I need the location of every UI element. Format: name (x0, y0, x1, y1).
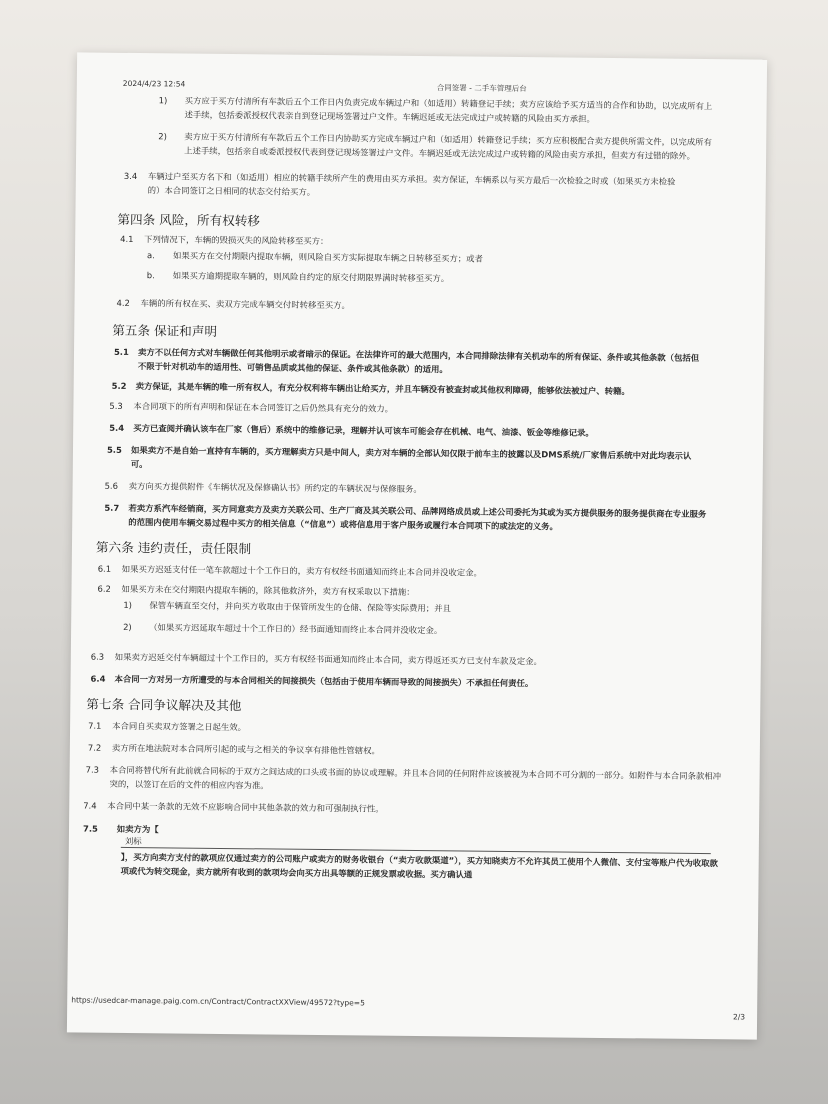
clause-text: 】，买方向卖方支付的款项应仅通过卖方的公司账户或卖方的财务收银台（“卖方收款渠道”），买方知晓卖方不允许其员工使用个人微信、支付宝等账户代为收取款项或代为转交现金，卖方就所有收到的款项均会向买方出具等额的正规发票或收据。买方确认通 (120, 851, 718, 880)
clause-text: 如果卖方迟延交付车辆超过十个工作日的，买方有权经书面通知而终止本合同，卖方得返还买方已支付车款及定金。 (114, 651, 542, 667)
clause-number: a. (146, 250, 155, 261)
clause-number: 5.4 (109, 422, 125, 433)
filled-name: 刘标 (124, 835, 142, 847)
clause-text: 如果买方逾期提取车辆的，则风险自约定的原交付期限界满时转移至买方。 (172, 270, 450, 284)
clause-number: 5.2 (111, 380, 127, 391)
clause-text: 车辆过户至买方名下和（如适用）相应的转籍手续所产生的费用由买方承担。卖方保证，车辆系以与买方最后一次检验之时或（如果买方未检验的）本合同签订之日相同的状态交付给买方。 (147, 171, 676, 197)
clause-number: 7.5 (82, 823, 98, 834)
print-header-title: 合同签署 - 二手车管理后台 (436, 83, 527, 94)
clause-text: 买方已查阅并确认该车在厂家（售后）系统中的维修记录，理解并认可该车可能会存在机械、电气、油漆、钣金等维修记录。 (133, 423, 594, 438)
print-footer-url: https://usedcar-manage.paig.com.cn/Contract/ContractXXView/49572?type=5 (71, 995, 365, 1008)
clause-text: 车辆的所有权在买、卖双方完成车辆交付时转移至买方。 (140, 298, 350, 311)
clause-text: 如果买方在交付期限内提取车辆，则风险自买方实际提取车辆之日转移至买方；或者 (172, 250, 483, 264)
clause-5-6 (105, 479, 705, 499)
clause-7-2 (88, 741, 718, 762)
clause-number: 1) (123, 599, 133, 611)
clause-text: 买方应于买方付清所有车款后五个工作日内负责完成车辆过户和（如适用）转籍登记手续；卖方应该给予买方适当的合作和协助，以完成所有上述手续，包括委派授权代表亲自到登记现场签署过户文件。车辆迟延或无法完成过户或转籍的风险由买方承担。 (184, 95, 713, 124)
clause-number: 4.1 (120, 233, 134, 245)
clause-7-3 (85, 763, 725, 798)
clause-text: 本合同将替代所有此前就合同标的于双方之间达成的口头或书面的协议或理解。并且本合同的任何附件应该被视为本合同不可分割的一部分。如附件与本合同条款相冲突的，以签订在后的文件的相应内容为准。 (109, 764, 722, 791)
clause-7-4 (83, 799, 723, 820)
clause-number: 6.3 (90, 651, 105, 662)
clause-text: 如果卖方不是自始一直持有车辆的，买方理解卖方只是中间人，卖方对车辆的全部认知仅限于前车主的披露以及DMS系统/厂家售后系统中对此均表示认可。 (130, 444, 692, 470)
clause-3-3-1 (158, 93, 718, 127)
clause-3-3-2 (158, 129, 718, 163)
clause-text: 本合同项下的所有声明和保证在本合同签订之后仍然具有充分的效力。 (133, 401, 394, 414)
clause-5-3 (109, 399, 699, 419)
print-datetime: 2024/4/23 12:54 (122, 78, 186, 89)
clause-text: 如果买方未在交付期限内提取车辆的，除其他救济外，卖方有权采取以下措施： (121, 583, 415, 597)
clause-6-1 (98, 562, 708, 582)
clause-number: 7.1 (88, 720, 102, 731)
clause-text: 如果买方迟延支付任一笔车款超过十个工作日的，卖方有权经书面通知而终止本合同并没收定金。 (121, 563, 482, 578)
clause-text: 若卖方系汽车经销商，买方同意卖方及卖方关联公司、生产厂商及其关联公司、品牌网络成员或上述公司委托为其或为买方提供服务的服务提供商在专业服务的范围内使用车辆交易过程中买方的相关信息（“信息”）或将信息用于客户服务或履行本合同项下的或法定的义务。 (128, 502, 707, 532)
clause-number: 7.2 (87, 742, 102, 753)
clause-5-4 (109, 421, 709, 441)
clause-5-7 (104, 501, 714, 535)
document-page (67, 52, 767, 1039)
clause-7-5 (83, 823, 724, 885)
clause-5-2 (112, 379, 702, 399)
clause-label: 如卖方为【 (116, 823, 159, 835)
clause-number: 6.2 (97, 583, 111, 594)
page-number: 2/3 (732, 1012, 746, 1022)
clause-number: 7.3 (85, 764, 100, 775)
clause-text: 下列情况下，车辆的毁损灭失的风险转移至买方： (144, 234, 329, 247)
clause-number: 7.4 (83, 800, 97, 811)
clause-text: （如果买方迟延取车超过十个工作日的）经书面通知而终止本合同并没收定金。 (149, 622, 443, 636)
clause-text: 保管车辆直至交付，并向买方收取由于保管所发生的仓储、保险等实际费用；并且 (149, 600, 451, 614)
section-4-title: 第四条 风险，所有权转移 (117, 211, 261, 229)
section-7-title: 第七条 合同争议解决及其他 (86, 696, 242, 714)
clause-number: 5.7 (104, 502, 120, 513)
clause-text: 卖方不以任何方式对车辆做任何其他明示或者暗示的保证。在法律许可的最大范围内，本合同排除法律有关机动车的所有保证、条件或其他条款（包括但不限于针对机动车的适用性、可销售品质或其他的保证、条件或其他条款）的适用。 (137, 347, 700, 375)
clause-6-3 (91, 650, 711, 670)
clause-5-1 (114, 345, 704, 379)
clause-number: 5.5 (106, 444, 122, 455)
clause-5-5 (107, 443, 707, 477)
clause-number: 5.6 (104, 480, 118, 491)
clause-3-4 (124, 169, 684, 203)
clause-text: 卖方向买方提供附件《车辆状况及保修确认书》所约定的车辆状况与保修服务。 (128, 480, 422, 495)
clause-number: 5.1 (113, 346, 129, 357)
clause-6-2-2 (123, 620, 683, 640)
clause-4-2 (116, 296, 676, 316)
section-6-title: 第六条 违约责任，责任限制 (95, 539, 252, 557)
clause-number: 4.2 (116, 297, 130, 308)
clause-4-1-b (147, 268, 667, 287)
contract-body (69, 92, 767, 884)
clause-6-4 (91, 672, 721, 693)
clause-number: 2) (158, 131, 167, 142)
clause-text: 本合同一方对另一方所遭受的与本合同相关的间接损失（包括由于使用车辆而导致的间接损失）不承担任何责任。 (114, 673, 534, 689)
section-5-title: 第五条 保证和声明 (112, 322, 218, 339)
clause-text: 卖方应于买方付清所有车款后五个工作日内协助买方完成车辆过户和（如适用）转籍登记手续；买方应积极配合卖方提供所需文件，以完成所有上述手续，包括亲自或委派授权代表到登记现场签署过户文件。车辆迟延或无法完成过户或转籍的风险由卖方承担，但卖方有过错的除外。 (184, 131, 712, 161)
clause-text: 本合同中某一条款的无效不应影响合同中其他条款的效力和可强制执行性。 (107, 800, 384, 814)
clause-number: 6.4 (90, 673, 106, 684)
clause-number: 5.3 (109, 400, 123, 411)
clause-number: 2) (123, 621, 132, 633)
clause-text: 卖方保证，其是车辆的唯一所有权人，有充分权利将车辆出让给买方，并且车辆没有被查封或其他权利障碍，能够依法被过户、转籍。 (135, 381, 630, 397)
clause-7-1 (88, 719, 718, 740)
clause-number: 6.1 (97, 563, 112, 574)
clause-text: 本合同自买卖双方签署之日起生效。 (112, 720, 247, 733)
clause-number: b. (146, 270, 155, 281)
clause-number: 3.4 (123, 170, 138, 182)
clause-number: 1) (158, 95, 168, 106)
clause-4-1-a (147, 248, 667, 267)
clause-text: 卖方所在地法院对本合同所引起的或与之相关的争议享有排他性管辖权。 (111, 742, 380, 756)
